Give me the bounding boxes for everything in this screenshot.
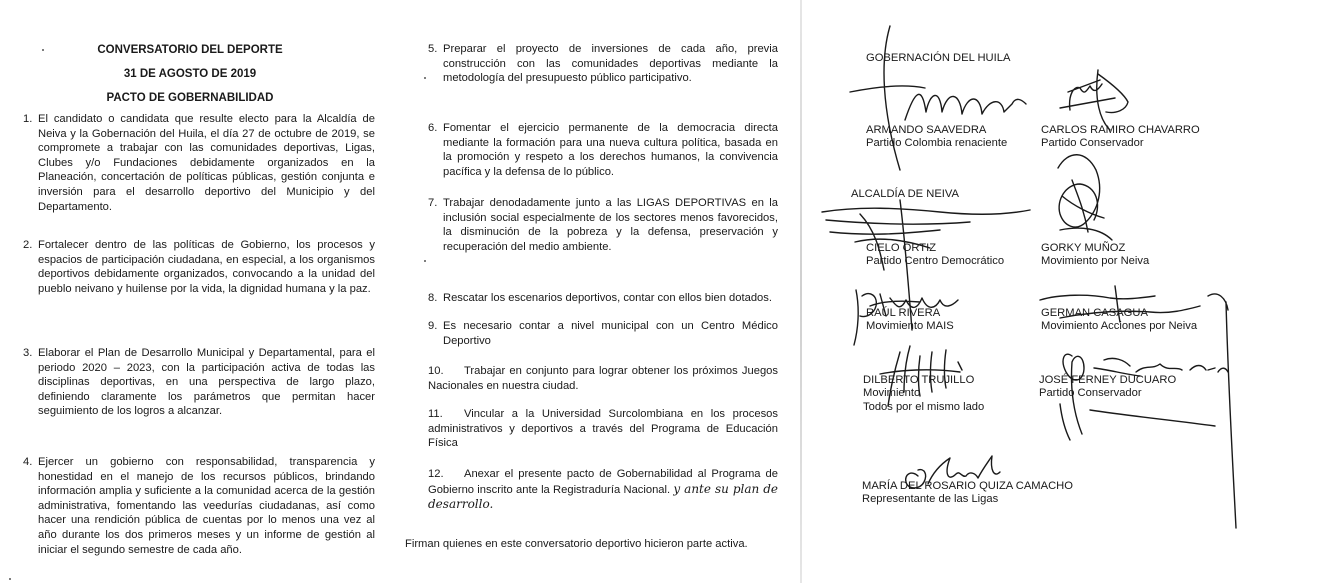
signatory-7: DILBERTO TRUJILLO Movimiento Todos por el mismo lado [863, 374, 985, 413]
handwritten-annotation: y ante su plan de desarrollo. [428, 481, 778, 512]
gobernacion-heading: GOBERNACIÓN DEL HUILA [866, 52, 1011, 64]
signatory-6: GERMAN CASAGUA Movimiento Acciones por Neiva [1041, 307, 1198, 333]
document-title: CONVERSATORIO DEL DEPORTE [97, 44, 283, 56]
list-item: 9. Es necesario contar a nivel municipal con un Centro Médico Deportivo [428, 320, 778, 347]
page-fold [800, 0, 802, 583]
closing-statement: Firman quienes en este conversatorio deportivo hicieron parte activa. [405, 538, 748, 550]
signature-gorky-munoz [1058, 155, 1112, 240]
signatory-8: JOSÉ FERNEY DUCUARO Partido Conservador [1039, 374, 1177, 400]
list-item: 1. El candidato o candidata que resulte electo para la Alcaldía de Neiva y la Gobernación del Huila, el día 27 de octubre de 2019, se compromete a trabajar con las comunidades deportivas, Ligas, Clubes y/o Fundaciones debidamente organizados en la Planeación, concertación de políticas públicas, gestión conjunta e inversión para el desarrollo deportivo del Municipio y del Departamento. [23, 113, 375, 213]
signatory-2: CARLOS RAMIRO CHAVARRO Partido Conservador [1041, 124, 1200, 150]
signature-carlos-chavarro [1060, 70, 1128, 130]
list-item: 8. Rescatar los escenarios deportivos, contar con ellos bien dotados. [428, 292, 772, 304]
scan-speck [424, 260, 426, 262]
list-item: 12. Anexar el presente pacto de Gobernabilidad al Programa de Gobierno inscrito ante la Registraduría Nacional. y ante su plan de desarrollo. [428, 468, 778, 512]
document-subtitle: PACTO DE GOBERNABILIDAD [106, 92, 274, 104]
list-item: 4. Ejercer un gobierno con responsabilidad, transparencia y honestidad en el manejo de los recursos públicos, brindando información amplia y suficiente a la comunidad acerca de la gestión administrativa, fomentando las veedurías ciudadanas, así como hacer una rendición pública de cuentas por lo menos una vez al año durante los dos primeros meses y un informe de gestión al iniciar el segundo semestre de cada año. [23, 456, 375, 556]
document-date: 31 DE AGOSTO DE 2019 [123, 68, 257, 80]
signatory-5: RAÚL RIVERA Movimiento MAIS [866, 307, 954, 333]
list-item: 11. Vincular a la Universidad Surcolombiana en los procesos administrativos y deportivos a través del Programa de Educación Física [428, 408, 778, 450]
scan-speck [42, 49, 44, 51]
signatory-3: CIELO ORTIZ Partido Centro Democrático [866, 242, 1005, 268]
list-item: 5. Preparar el proyecto de inversiones de cada año, previa construcción con las comunidades deportivas mediante la metodología del presupuesto público participativo. [428, 43, 778, 85]
signatory-4: GORKY MUÑOZ Movimiento por Neiva [1041, 242, 1150, 268]
alcaldia-heading: ALCALDÍA DE NEIVA [851, 188, 959, 200]
scan-speck [9, 578, 11, 580]
signatory-1: ARMANDO SAAVEDRA Partido Colombia renaciente [866, 124, 1008, 150]
list-item: 7. Trabajar denodadamente junto a las LIGAS DEPORTIVAS en la inclusión social especialmente de los sectores menos favorecidos, la disminución de la pobreza y la defensa, preservación y recuperación del medio ambiente. [428, 197, 778, 253]
scan-speck [424, 77, 426, 79]
list-item: 3. Elaborar el Plan de Desarrollo Municipal y Departamental, para el periodo 2020 – 2023, con la participación activa de todas las disciplinas deportivas, en una perspectiva de largo plazo, definiendo claramente los parámetros que permitan hacer seguimiento de los logros a alcanzar. [23, 347, 375, 418]
list-item: 10. Trabajar en conjunto para lograr obtener los próximos Juegos Nacionales en nuestra ciudad. [428, 365, 778, 392]
list-item: 2. Fortalecer dentro de las políticas de Gobierno, los procesos y espacios de participación ciudadana, en especial, a los organismos deportivos debidamente organizados, convocando a la unidad del pueblo neivano y huilense por la vida, la dignidad humana y la paz. [23, 239, 375, 295]
signatory-9: MARÍA DEL ROSARIO QUIZA CAMACHO Representante de las Ligas [862, 480, 1073, 506]
list-item: 6. Fomentar el ejercicio permanente de la democracia directa mediante la formación para una nueva cultura política, basada en la promoción y respeto a los derechos humanos, la convivencia pacífica y la defensa de lo público. [428, 122, 778, 178]
